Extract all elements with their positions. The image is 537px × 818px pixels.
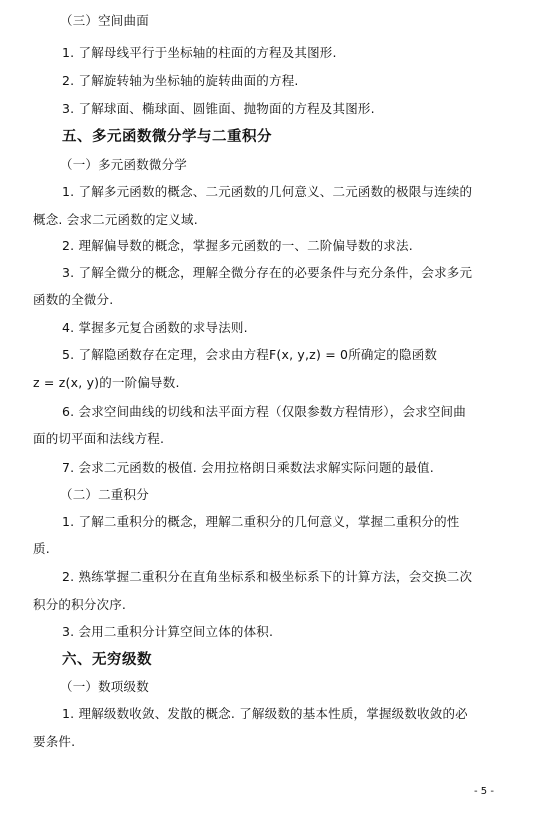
list-item-continuation: 面的切平面和法线方程. bbox=[33, 431, 165, 446]
list-item: 3. 会用二重积分计算空间立体的体积. bbox=[62, 624, 274, 639]
list-item: 3. 了解全微分的概念，理解全微分存在的必要条件与充分条件，会求多元 bbox=[62, 265, 473, 280]
list-item: 1. 理解级数收敛、发散的概念. 了解级数的基本性质，掌握级数收敛的必 bbox=[62, 706, 468, 721]
list-item: 4. 掌握多元复合函数的求导法则. bbox=[62, 320, 248, 335]
list-item: 3. 了解球面、椭球面、圆锥面、抛物面的方程及其图形. bbox=[62, 101, 375, 116]
list-item: 6. 会求空间曲线的切线和法平面方程（仅限参数方程情形），会求空间曲 bbox=[62, 404, 466, 419]
subsection-heading-surfaces: （三）空间曲面 bbox=[60, 13, 149, 28]
subsection-heading-number-series: （一）数项级数 bbox=[60, 679, 149, 694]
list-item: 1. 了解二重积分的概念，理解二重积分的几何意义，掌握二重积分的性 bbox=[62, 514, 460, 529]
list-item-continuation: 函数的全微分. bbox=[33, 292, 114, 307]
section-heading-series: 六、无穷级数 bbox=[62, 652, 152, 668]
page-number: - 5 - bbox=[474, 786, 494, 797]
list-item-continuation: 积分的积分次序. bbox=[33, 597, 127, 612]
list-item-continuation: 要条件. bbox=[33, 734, 76, 749]
list-item: 2. 了解旋转轴为坐标轴的旋转曲面的方程. bbox=[62, 73, 299, 88]
list-item: 2. 熟练掌握二重积分在直角坐标系和极坐标系下的计算方法，会交换二次 bbox=[62, 569, 473, 584]
list-item-continuation: 质. bbox=[33, 541, 50, 556]
list-item: 1. 了解母线平行于坐标轴的柱面的方程及其图形. bbox=[62, 45, 337, 60]
list-item: 2. 理解偏导数的概念，掌握多元函数的一、二阶偏导数的求法. bbox=[62, 238, 413, 253]
list-item-with-equation: 5. 了解隐函数存在定理，会求由方程F(x, y,z) = 0所确定的隐函数 bbox=[62, 347, 438, 362]
list-item-continuation-equation: z = z(x, y)的一阶偏导数. bbox=[33, 375, 180, 390]
section-heading-multivariable: 五、多元函数微分学与二重积分 bbox=[62, 129, 272, 145]
subsection-heading-differential: （一）多元函数微分学 bbox=[60, 157, 188, 172]
list-item: 1. 了解多元函数的概念、二元函数的几何意义、二元函数的极限与连续的 bbox=[62, 184, 473, 199]
subsection-heading-double-integral: （二）二重积分 bbox=[60, 487, 149, 502]
list-item: 7. 会求二元函数的极值. 会用拉格朗日乘数法求解实际问题的最值. bbox=[62, 460, 434, 475]
list-item-continuation: 概念. 会求二元函数的定义域. bbox=[33, 212, 198, 227]
